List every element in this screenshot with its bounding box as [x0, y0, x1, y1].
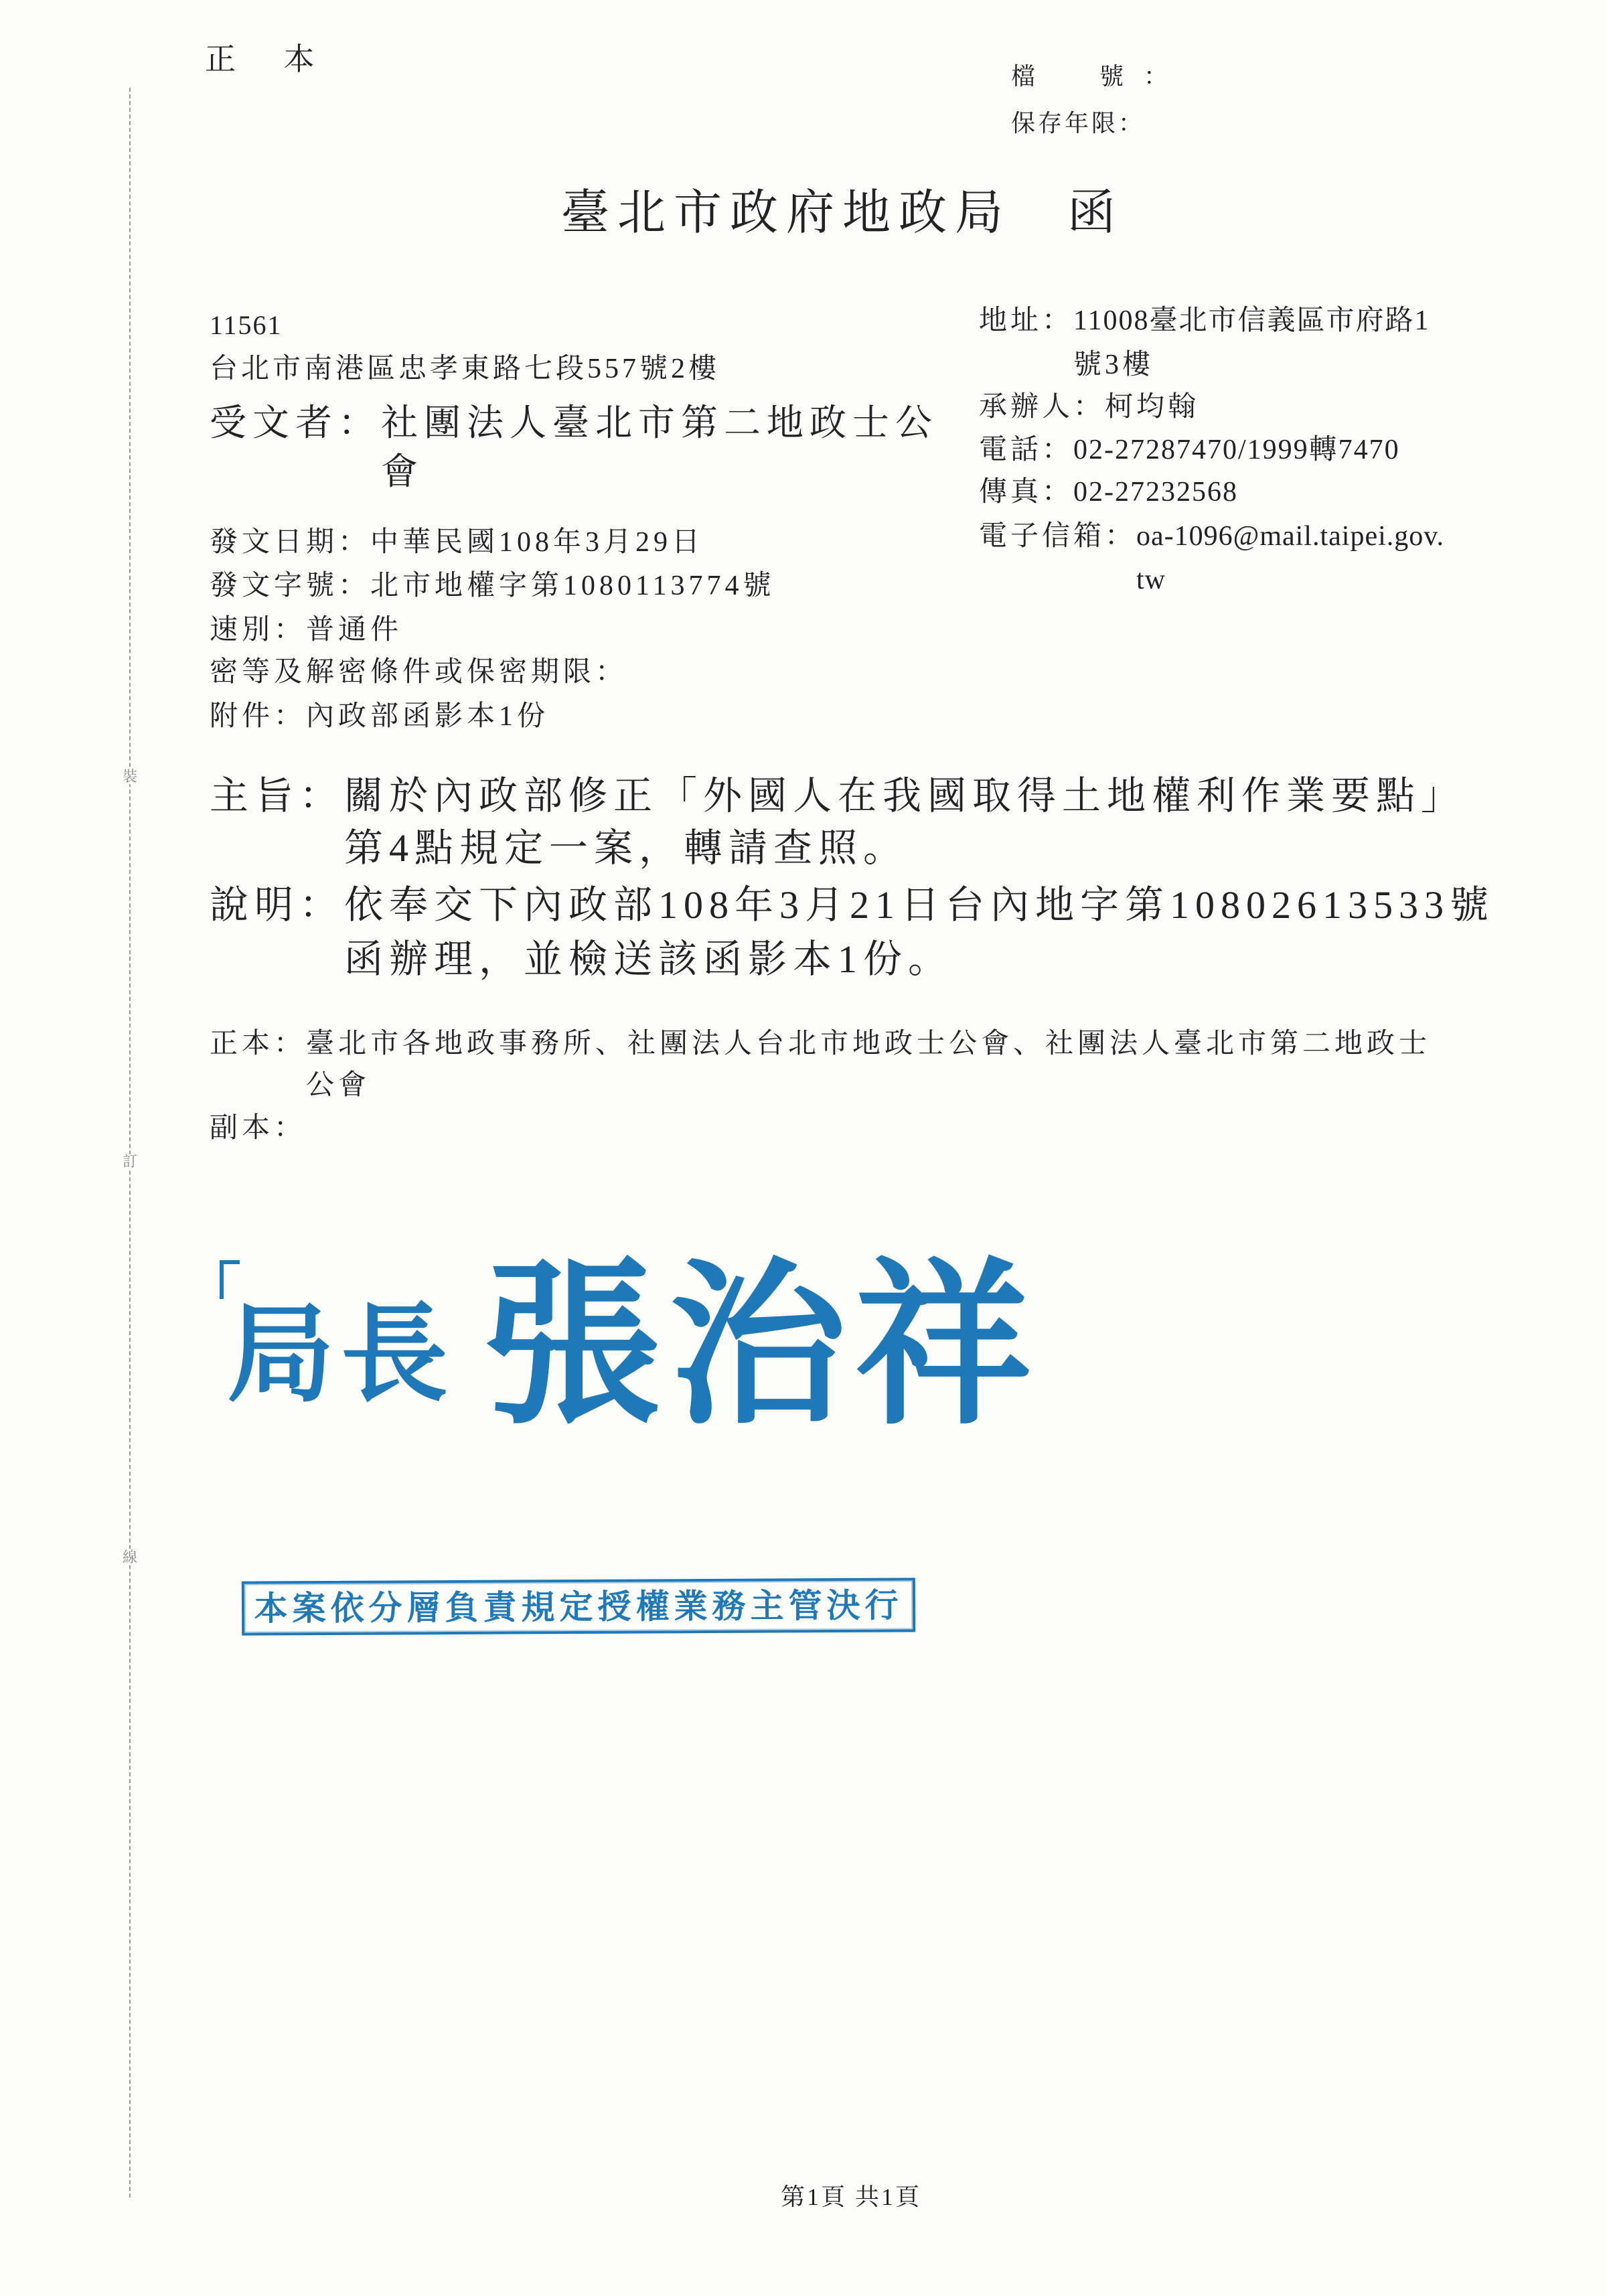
subject-line: [210, 774, 1466, 818]
original-recipients-label: 正本：: [210, 1028, 307, 1059]
handler-line: [979, 393, 1199, 421]
binding-mark-zhuang: 裝: [122, 768, 137, 785]
fax-number: 02-27232568: [1073, 477, 1239, 508]
recipient-line: [210, 404, 938, 441]
recipient-postal-code: 11561: [210, 310, 283, 340]
attachment-line: [210, 702, 549, 731]
binding-mark-ding: 訂: [122, 1153, 137, 1170]
recipient-address: 台北市南港區忠孝東路七段557號2樓: [210, 354, 720, 384]
urgency-value: 普通件: [306, 615, 403, 645]
signature-stamp-title: 局長: [227, 1296, 455, 1415]
original-recipients: 臺北市各地政事務所、社團法人台北市地政士公會、社團法人臺北市第二地政士: [306, 1028, 1432, 1059]
subject-label: 主旨：: [210, 774, 345, 818]
binding-mark-xian: 線: [122, 1549, 137, 1565]
document-number-line: [210, 572, 775, 600]
original-recipients-line: [210, 1030, 1431, 1058]
recipient-name: 社團法人臺北市第二地政士公: [381, 402, 939, 443]
document-number-label: 發文字號：: [210, 570, 371, 601]
email-address-continued: tw: [1136, 564, 1166, 595]
subject-text-continued: 第4點規定一案，轉請查照。: [344, 826, 909, 870]
retention-period-label: 保存年限：: [1011, 110, 1146, 137]
explanation-line: [210, 883, 1495, 927]
attachment-label: 附件：: [210, 701, 307, 732]
sender-address-label: 地址：: [979, 305, 1074, 336]
fax-line: [979, 478, 1238, 506]
signature-stamp-name: 張治祥: [483, 1249, 1040, 1446]
email-address: oa-1096@mail.taipei.gov.: [1136, 521, 1445, 552]
email-line: [979, 522, 1444, 550]
recipient-label: 受文者：: [210, 402, 382, 443]
handler-label: 承辦人：: [979, 392, 1105, 423]
issue-date-value: 中華民國108年3月29日: [370, 527, 704, 558]
stamp-corner-mark: [220, 1260, 240, 1299]
explanation-label: 說明：: [210, 883, 345, 927]
recipient-name-continued: 會: [381, 451, 425, 492]
copy-recipients-label: 副本：: [210, 1113, 307, 1144]
urgency-line: [210, 616, 402, 644]
document-number-value: 北市地權字第1080113774號: [370, 570, 775, 601]
fax-label: 傳真：: [979, 477, 1074, 508]
confidentiality-label: 密等及解密條件或保密期限：: [210, 657, 628, 688]
authorization-stamp: [242, 1578, 915, 1635]
phone-line: [979, 436, 1400, 464]
phone-label: 電話：: [979, 435, 1074, 465]
authorization-stamp-text: 本案依分層負責規定授權業務主管決行: [254, 1586, 903, 1628]
binding-margin-dashed-line: [129, 88, 131, 2198]
explanation-text: 依奉交下內政部108年3月21日台內地字第10802613533號: [344, 883, 1495, 927]
file-number-label: 檔 號：: [1011, 63, 1189, 90]
original-recipients-continued: 公會: [306, 1070, 371, 1101]
handler-name: 柯均翰: [1105, 392, 1200, 423]
document-title: 臺北市政府地政局 函: [561, 186, 1124, 240]
copy-type-label: 正 本: [205, 42, 335, 76]
page-number: 第1頁 共1頁: [781, 2184, 922, 2210]
sender-address-continued: 號3樓: [1073, 350, 1154, 380]
explanation-text-continued: 函辦理，並檢送該函影本1份。: [344, 937, 953, 981]
issue-date-label: 發文日期：: [210, 527, 371, 558]
subject-text: 關於內政部修正「外國人在我國取得土地權利作業要點」: [344, 774, 1466, 818]
sender-address: 11008臺北市信義區市府路1: [1073, 305, 1430, 336]
confidentiality-line: [210, 658, 627, 686]
issue-date-line: [210, 528, 704, 556]
urgency-label: 速別：: [210, 615, 307, 645]
attachment-value: 內政部函影本1份: [306, 701, 550, 732]
email-label: 電子信箱：: [979, 521, 1137, 552]
phone-number: 02-27287470/1999轉7470: [1073, 435, 1400, 465]
sender-address-line: [979, 307, 1430, 335]
